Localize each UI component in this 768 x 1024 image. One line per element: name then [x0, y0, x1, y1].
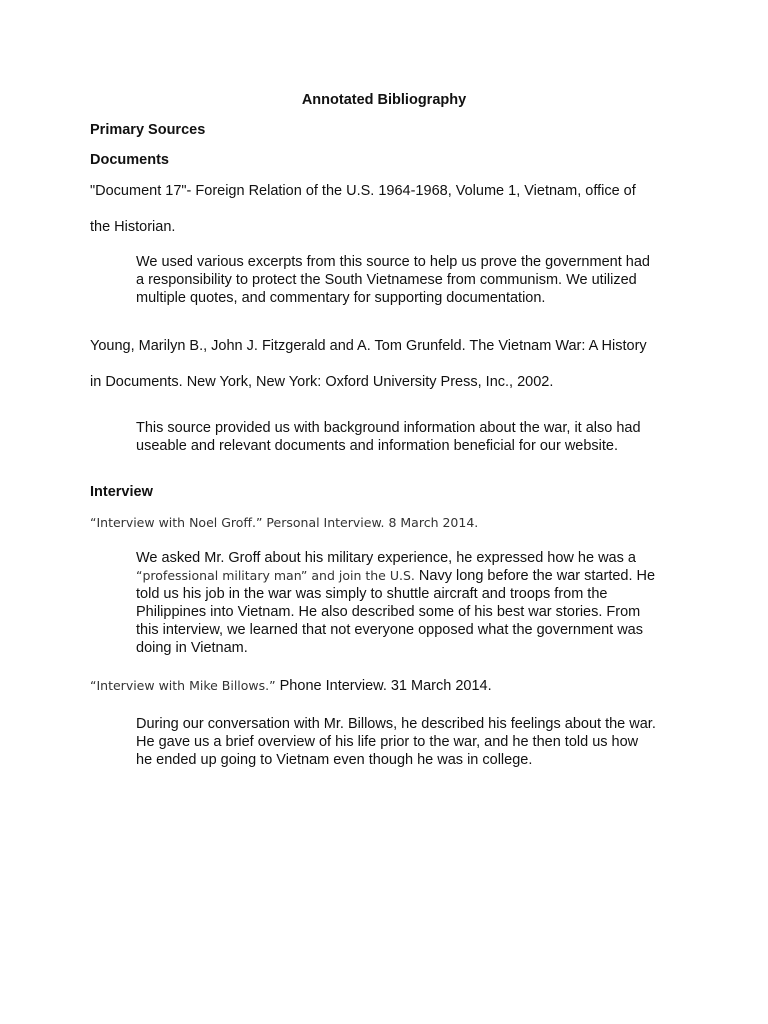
- annotation-line: told us his job in the war was simply to shuttle aircraft and troops from the: [136, 586, 608, 602]
- citation-details: Phone Interview. 31 March 2014.: [275, 678, 492, 694]
- annotation-line-text: Navy long before the war started. He: [414, 568, 656, 584]
- annotation-line: We used various excerpts from this source to help us prove the government had: [136, 254, 650, 270]
- annotation-line: During our conversation with Mr. Billows, he described his feelings about the war.: [136, 716, 656, 732]
- citation-document-17-line-1: "Document 17"- Foreign Relation of the U.S. 1964-1968, Volume 1, Vietnam, office of: [90, 183, 636, 199]
- citation-interview-noel-groff: “Interview with Noel Groff.” Personal Interview. 8 March 2014.: [90, 515, 479, 530]
- annotation-quoted-phrase: “professional military man” and join the U.S.: [136, 568, 415, 583]
- annotation-interview-mike-billows: [136, 715, 696, 769]
- annotation-line: [136, 567, 696, 585]
- citation-interview-mike-billows: [90, 677, 492, 695]
- annotation-line: Philippines into Vietnam. He also described some of his best war stories. From: [136, 604, 641, 620]
- subsection-heading-documents: Documents: [90, 152, 169, 168]
- annotation-young-vietnam-war: [136, 419, 696, 455]
- annotation-line: this interview, we learned that not everyone opposed what the government was: [136, 622, 643, 638]
- annotation-line: He gave us a brief overview of his life prior to the war, and he then told us how: [136, 734, 639, 750]
- annotation-line: he ended up going to Vietnam even though he was in college.: [136, 752, 533, 768]
- subsection-heading-interview: Interview: [90, 484, 153, 500]
- annotation-line: a responsibility to protect the South Vietnamese from communism. We utilized: [136, 272, 637, 288]
- section-heading-primary-sources: Primary Sources: [90, 122, 206, 138]
- annotation-interview-noel-groff: [136, 549, 696, 657]
- annotation-line: We asked Mr. Groff about his military experience, he expressed how he was a: [136, 550, 636, 566]
- citation-young-vietnam-war-line-2: in Documents. New York, New York: Oxford University Press, Inc., 2002.: [90, 374, 554, 390]
- page-title: Annotated Bibliography: [301, 92, 467, 108]
- annotation-line: multiple quotes, and commentary for supporting documentation.: [136, 290, 546, 306]
- citation-title: “Interview with Mike Billows.”: [90, 678, 276, 693]
- citation-young-vietnam-war-line-1: Young, Marilyn B., John J. Fitzgerald and A. Tom Grunfeld. The Vietnam War: A History: [90, 338, 647, 354]
- annotation-line: doing in Vietnam.: [136, 640, 248, 656]
- annotation-line: useable and relevant documents and information beneficial for our website.: [136, 438, 619, 454]
- annotation-line: This source provided us with background information about the war, it also had: [136, 420, 641, 436]
- citation-document-17-line-2: the Historian.: [90, 219, 176, 235]
- annotation-document-17: [136, 253, 696, 307]
